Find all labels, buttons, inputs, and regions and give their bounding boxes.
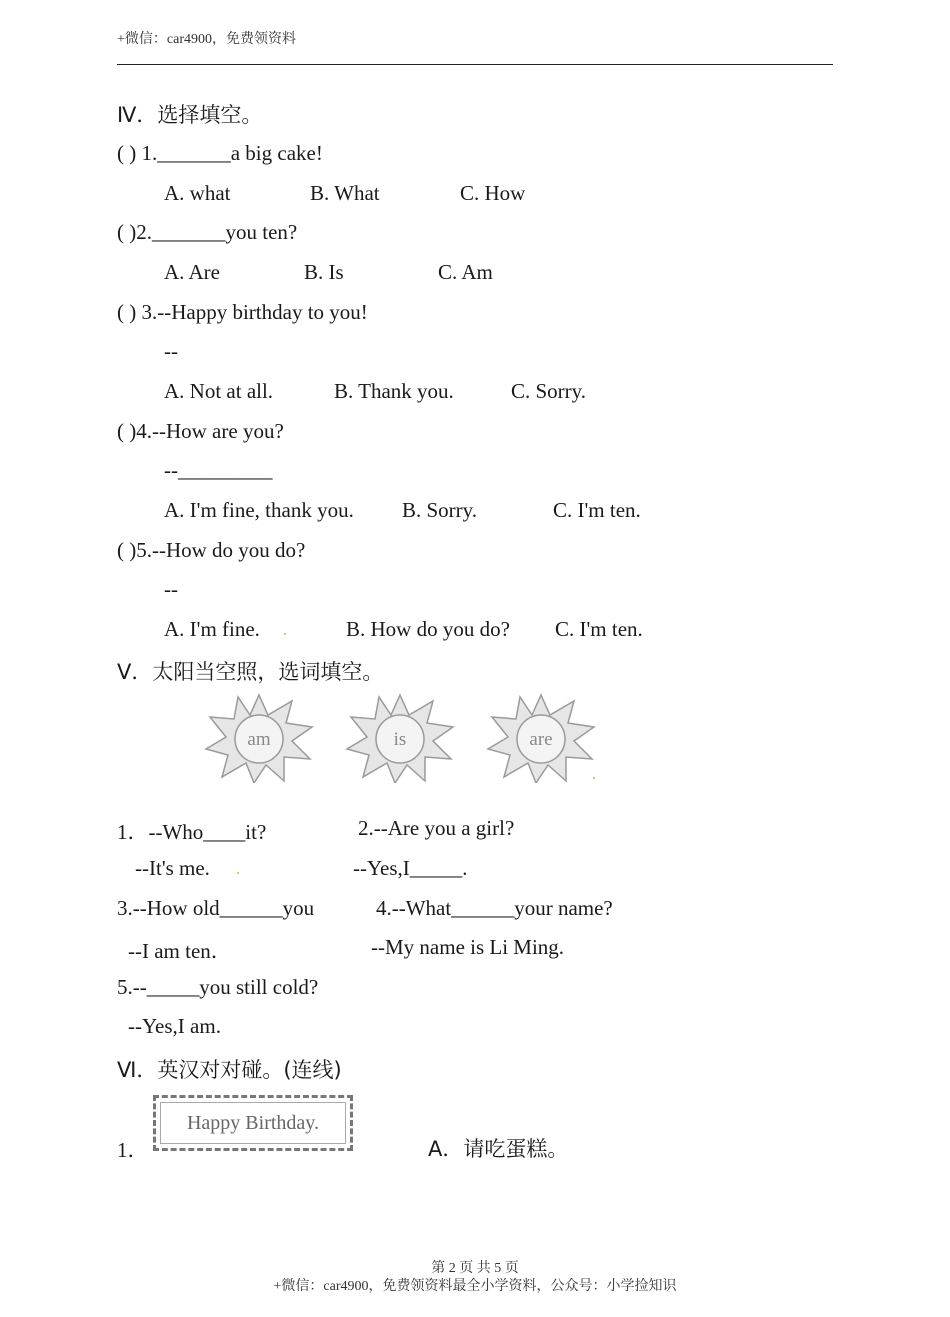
q4-option-a: A. I'm fine, thank you. xyxy=(164,498,354,522)
s5-q4-line2: --My name is Li Ming. xyxy=(371,935,565,959)
s5-q3-line1: 3.--How old______you xyxy=(117,896,315,920)
q4-option-c: C. I'm ten. xyxy=(553,498,641,522)
speck-mark: . xyxy=(236,861,240,878)
s5-q1-line1: 1．--Who____it? xyxy=(117,820,267,844)
s5-q1-line2: --It's me. xyxy=(135,856,210,880)
sun-word-are-label: are xyxy=(529,729,553,750)
q5-option-b: B. How do you do? xyxy=(346,617,510,641)
footer-text: +微信：car4900，免费领资料最全小学资料，公众号：小学捡知识 xyxy=(273,1279,677,1294)
q4-stem: ( )4.--How are you? xyxy=(117,419,284,443)
s6-item1-number: 1． xyxy=(117,1138,149,1162)
q3-option-c: C. Sorry. xyxy=(511,379,587,403)
s5-q2-line2: --Yes,I_____. xyxy=(353,856,468,880)
speck-mark: . xyxy=(592,766,596,783)
q4-reply: --_________ xyxy=(164,458,273,482)
section4-title: Ⅳ．选择填空。 xyxy=(117,103,263,127)
q1-option-b: B. What xyxy=(310,181,380,205)
q5-option-a: A. I'm fine. xyxy=(164,617,260,641)
q4-option-b: B. Sorry. xyxy=(402,498,478,522)
sun-word-am-label: am xyxy=(247,729,271,750)
page-number: 第 2 页 共 5 页 xyxy=(431,1261,519,1276)
s5-q3-line2: --I am ten． xyxy=(128,939,232,963)
section5-title: V．太阳当空照，选词填空。 xyxy=(117,660,384,684)
section6-title: Ⅵ．英汉对对碰。(连线) xyxy=(117,1058,342,1082)
s5-q2-line1: 2.--Are you a girl? xyxy=(358,816,515,840)
q3-option-a: A. Not at all. xyxy=(164,379,274,403)
birthday-card-text: Happy Birthday. xyxy=(160,1102,346,1144)
q3-option-b: B. Thank you. xyxy=(334,379,454,403)
q1-option-c: C. How xyxy=(460,181,526,205)
q3-reply: -- xyxy=(164,339,178,363)
q2-option-a: A. Are xyxy=(164,260,220,284)
s5-q4-line1: 4.--What______your name? xyxy=(376,896,613,920)
q5-stem: ( )5.--How do you do? xyxy=(117,538,306,562)
sun-word-is-label: is xyxy=(393,729,407,750)
speck-mark: . xyxy=(283,622,287,639)
q2-stem: ( )2._______you ten? xyxy=(117,220,298,244)
q5-reply: -- xyxy=(164,577,178,601)
s5-q5-line1: 5.--_____you still cold? xyxy=(117,975,319,999)
header-text: +微信：car4900，免费领资料 xyxy=(117,32,296,47)
q1-stem: ( ) 1._______a big cake! xyxy=(117,141,323,165)
header-rule xyxy=(117,64,833,65)
q2-option-c: C. Am xyxy=(438,260,493,284)
q1-option-a: A. what xyxy=(164,181,231,205)
sun-word-am xyxy=(204,693,314,783)
s5-q5-line2: --Yes,I am. xyxy=(128,1014,221,1038)
q2-option-b: B. Is xyxy=(304,260,344,284)
s6-option-a: A．请吃蛋糕。 xyxy=(428,1137,569,1161)
q3-stem: ( ) 3.--Happy birthday to you! xyxy=(117,300,368,324)
q5-option-c: C. I'm ten. xyxy=(555,617,643,641)
birthday-card-image xyxy=(153,1095,353,1151)
sun-word-is xyxy=(345,693,455,783)
sun-word-are xyxy=(486,693,596,783)
